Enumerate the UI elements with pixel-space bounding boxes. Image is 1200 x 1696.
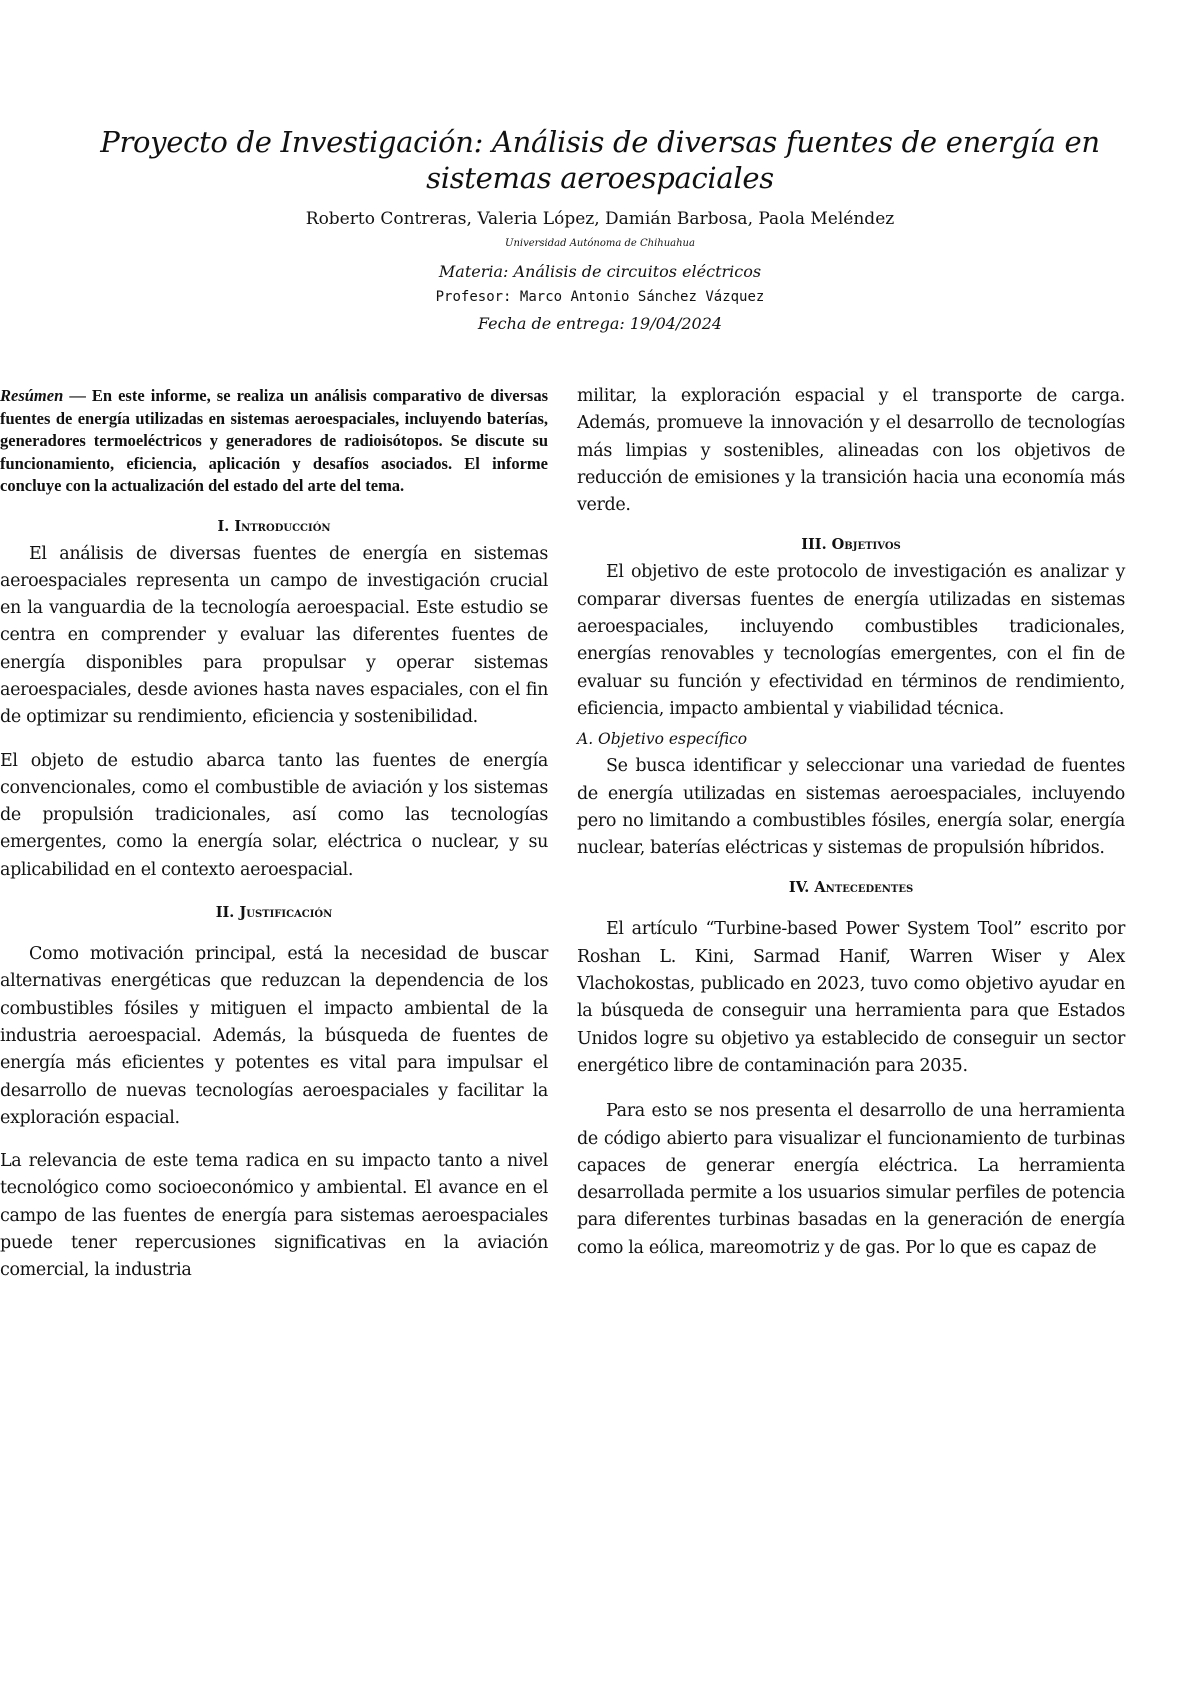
section-heading-antecedentes: IV. Antecedentes xyxy=(788,879,914,897)
section-heading-introduccion: I. Introducción xyxy=(217,517,331,535)
abstract xyxy=(0,385,548,498)
abstract-label: Resúmen xyxy=(0,386,64,405)
objectives-paragraph-1: El objetivo de este protocolo de investigación es analizar y comparar diversas fuentes de energía utilizadas en sistemas aeroespaciales, incluyendo combustibles tradicionales, energías renovables y tecnologías emergentes, con el fin de evaluar su función y efectividad en términos de rendimiento, eficiencia, impacto ambiental y viabilidad técnica. xyxy=(577,562,1125,719)
background-paragraph-2: Para esto se nos presenta el desarrollo de una herramienta de código abierto para visualizar el funcionamiento de turbinas capaces de generar energía eléctrica. La herramienta desarrollada permite a los usuarios simular perfiles de potencia para diferentes turbinas basadas en la generación de energía como la eólica, mareomotriz y de gas. Por lo que es capaz de xyxy=(577,1101,1125,1258)
intro-paragraph-1: El análisis de diversas fuentes de energía en sistemas aeroespaciales representa un campo de investigación crucial en la vanguardia de la tecnología aeroespacial. Este estudio se centra en comprender y evaluar las diferentes fuentes de energía disponibles para propulsar y operar sistemas aeroespaciales, desde aviones hasta naves espaciales, con el fin de optimizar su rendimiento, eficiencia y sostenibilidad. xyxy=(0,543,548,728)
subject-line: Materia: Análisis de circuitos eléctricos xyxy=(438,262,762,281)
justification-paragraph-2: La relevancia de este tema radica en su impacto tanto a nivel tecnológico como socioeconómico y ambiental. El avance en el campo de las fuentes de energía para sistemas aeroespaciales puede tener repercusiones significativas en la aviación comercial, la industria xyxy=(0,1151,548,1281)
section-heading-justificacion: II. Justificación xyxy=(215,904,333,922)
right-column xyxy=(577,383,1125,1262)
justification-paragraph-1: Como motivación principal, está la necesidad de buscar alternativas energéticas que reduzcan la dependencia de los combustibles fósiles y mitiguen el impacto ambiental de la industria aeroespacial. Además, la búsqueda de fuentes de energía más eficientes y potentes es vital para impulsar el desarrollo de nuevas tecnologías aeroespaciales y facilitar la exploración espacial. xyxy=(0,944,548,1128)
subheading-objetivo-especifico: A. Objetivo específico xyxy=(577,730,748,749)
left-column xyxy=(0,385,548,1285)
objectives-paragraph-2: Se busca identificar y seleccionar una variedad de fuentes de energía utilizadas en sistemas aeroespaciales, incluyendo pero no limitando a combustibles fósiles, energía solar, energía nuclear, baterías eléctricas y sistemas de propulsión híbridos. xyxy=(577,756,1125,859)
author-list: Roberto Contreras, Valeria López, Damián Barbosa, Paola Meléndez xyxy=(305,209,895,229)
justification-paragraph-2-continued: militar, la exploración espacial y el transporte de carga. Además, promueve la innovación y el desarrollo de tecnologías más limpias y sostenibles, alineadas con los objetivos de reducción de emisiones y la transición hacia una economía más verde. xyxy=(577,386,1125,516)
intro-paragraph-2: El objeto de estudio abarca tanto las fuentes de energía convencionales, como el combustible de aviación y los sistemas de propulsión tradicionales, así como las tecnologías emergentes, como la energía solar, eléctrica o nuclear, y su aplicabilidad en el contexto aeroespacial. xyxy=(0,750,548,880)
due-date: Fecha de entrega: 19/04/2024 xyxy=(477,314,723,333)
background-paragraph-1: El artículo “Turbine-based Power System Tool” escrito por Roshan L. Kini, Sarmad Hanif, Warren Wiser y Alex Vlachokostas, publicado en 2023, tuvo como objetivo ayudar en la búsqueda de conseguir una herramienta para que Estados Unidos logre su objetivo ya establecido de conseguir un sector energético libre de contaminación para 2035. xyxy=(577,919,1125,1076)
affiliation: Universidad Autónoma de Chihuahua xyxy=(505,238,695,249)
paper-title: Proyecto de Investigación: Análisis de diversas fuentes de energía en sistemas aeroespaciales xyxy=(100,125,1100,195)
paper-header xyxy=(40,124,1160,334)
abstract-text: — En este informe, se realiza un análisis comparativo de diversas fuentes de energía utilizadas en sistemas aeroespaciales, incluyendo baterías, generadores termoeléctricos y generadores de radioisótopos. Se discute su funcionamiento, eficiencia, aplicación y desafíos asociados. El informe concluye con la actualización del estado del arte del tema. xyxy=(0,386,548,495)
section-heading-objetivos: III. Objetivos xyxy=(801,536,901,554)
professor-line: Profesor: Marco Antonio Sánchez Vázquez xyxy=(435,289,765,305)
